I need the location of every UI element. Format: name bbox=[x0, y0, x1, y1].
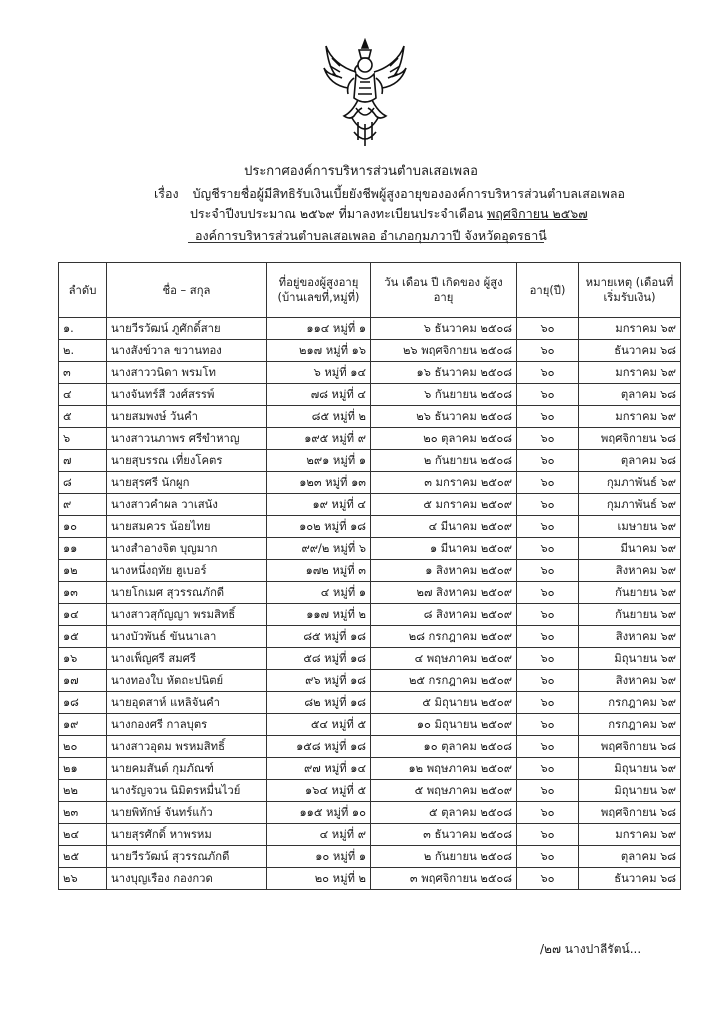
cell-dob: ๓ มกราคม ๒๕๐๙ bbox=[371, 472, 517, 494]
cell-no: ๒๕ bbox=[59, 846, 107, 868]
cell-age: ๖๐ bbox=[517, 560, 579, 582]
cell-note: กุมภาพันธ์ ๖๙ bbox=[579, 494, 681, 516]
cell-name: นางหนึ่งฤทัย ฮูเบอร์ bbox=[107, 560, 267, 582]
cell-note: มกราคม ๖๙ bbox=[579, 362, 681, 384]
cell-address: ๑๐ หมู่ที่ ๑ bbox=[267, 846, 371, 868]
cell-no: ๓ bbox=[59, 362, 107, 384]
cell-dob: ๓ พฤศจิกายน ๒๕๐๘ bbox=[371, 868, 517, 890]
cell-age: ๖๐ bbox=[517, 868, 579, 890]
cell-dob: ๕ ตุลาคม ๒๕๐๘ bbox=[371, 802, 517, 824]
cell-no: ๘ bbox=[59, 472, 107, 494]
subject-label: เรื่อง bbox=[154, 186, 179, 201]
header-divider bbox=[188, 242, 544, 243]
cell-age: ๖๐ bbox=[517, 692, 579, 714]
cell-age: ๖๐ bbox=[517, 340, 579, 362]
table-row bbox=[59, 538, 681, 560]
cell-name: นายสมพงษ์ วันคำ bbox=[107, 406, 267, 428]
table-row bbox=[59, 494, 681, 516]
cell-name: นายสมควร น้อยไทย bbox=[107, 516, 267, 538]
cell-address: ๙๗ หมู่ที่ ๑๔ bbox=[267, 758, 371, 780]
cell-dob: ๑๖ ธันวาคม ๒๕๐๘ bbox=[371, 362, 517, 384]
cell-note: สิงหาคม ๖๙ bbox=[579, 560, 681, 582]
table-row bbox=[59, 362, 681, 384]
cell-no: ๑๘ bbox=[59, 692, 107, 714]
cell-address: ๙๖ หมู่ที่ ๑๘ bbox=[267, 670, 371, 692]
cell-no: ๑๑ bbox=[59, 538, 107, 560]
cell-address: ๑๙๕ หมู่ที่ ๙ bbox=[267, 428, 371, 450]
table-row bbox=[59, 582, 681, 604]
cell-name: นางสาวนภาพร ศรีขำหาญ bbox=[107, 428, 267, 450]
table-row bbox=[59, 824, 681, 846]
cell-name: นายพิทักษ์ จันทร์แก้ว bbox=[107, 802, 267, 824]
organization-line: องค์การบริหารส่วนตำบลเสอเพลอ อำเภอกุมภวาปี จังหวัดอุดรธานี bbox=[195, 228, 547, 243]
table-row bbox=[59, 802, 681, 824]
cell-note: ธันวาคม ๖๘ bbox=[579, 340, 681, 362]
cell-address: ๖ หมู่ที่ ๑๔ bbox=[267, 362, 371, 384]
cell-address: ๔ หมู่ที่ ๙ bbox=[267, 824, 371, 846]
col-header-dob: วัน เดือน ปี เกิดของ ผู้สูงอายุ bbox=[371, 263, 517, 318]
cell-age: ๖๐ bbox=[517, 494, 579, 516]
cell-no: ๑. bbox=[59, 318, 107, 340]
cell-note: พฤศจิกายน ๖๘ bbox=[579, 428, 681, 450]
cell-name: นางเพ็ญศรี สมศรี bbox=[107, 648, 267, 670]
cell-note: ตุลาคม ๖๘ bbox=[579, 384, 681, 406]
table-row bbox=[59, 560, 681, 582]
table-row bbox=[59, 428, 681, 450]
cell-age: ๖๐ bbox=[517, 780, 579, 802]
cell-name: นางสาววนิดา พรมโท bbox=[107, 362, 267, 384]
cell-note: พฤศจิกายน ๖๘ bbox=[579, 736, 681, 758]
table-row bbox=[59, 670, 681, 692]
cell-name: นางรัญจวน นิมิตรหมื่นไวย์ bbox=[107, 780, 267, 802]
col-header-address: ที่อยู่ของผู้สูงอายุ (บ้านเลขที่,หมู่ที่) bbox=[267, 263, 371, 318]
cell-age: ๖๐ bbox=[517, 604, 579, 626]
cell-no: ๒๐ bbox=[59, 736, 107, 758]
cell-note: กันยายน ๖๙ bbox=[579, 604, 681, 626]
cell-dob: ๔ มีนาคม ๒๕๐๙ bbox=[371, 516, 517, 538]
cell-address: ๘๕ หมู่ที่ ๒ bbox=[267, 406, 371, 428]
table-row bbox=[59, 714, 681, 736]
cell-dob: ๒๕ กรกฎาคม ๒๕๐๙ bbox=[371, 670, 517, 692]
cell-dob: ๖ ธันวาคม ๒๕๐๘ bbox=[371, 318, 517, 340]
cell-address: ๔ หมู่ที่ ๑ bbox=[267, 582, 371, 604]
cell-address: ๑๕๘ หมู่ที่ ๑๘ bbox=[267, 736, 371, 758]
cell-dob: ๑ มีนาคม ๒๕๐๙ bbox=[371, 538, 517, 560]
cell-address: ๑๐๒ หมู่ที่ ๑๘ bbox=[267, 516, 371, 538]
cell-name: นางสาวคำผล วาเสนัง bbox=[107, 494, 267, 516]
cell-dob: ๑ สิงหาคม ๒๕๐๙ bbox=[371, 560, 517, 582]
cell-name: นายสุรศรี นักผูก bbox=[107, 472, 267, 494]
cell-note: มีนาคม ๖๙ bbox=[579, 538, 681, 560]
col-header-age: อายุ(ปี) bbox=[517, 263, 579, 318]
cell-name: นางบุญเรือง กองกวด bbox=[107, 868, 267, 890]
cell-no: ๒๖ bbox=[59, 868, 107, 890]
cell-age: ๖๐ bbox=[517, 670, 579, 692]
cell-note: กันยายน ๖๙ bbox=[579, 582, 681, 604]
cell-dob: ๖ กันยายน ๒๕๐๘ bbox=[371, 384, 517, 406]
cell-address: ๑๖๔ หมู่ที่ ๕ bbox=[267, 780, 371, 802]
cell-no: ๒๔ bbox=[59, 824, 107, 846]
cell-name: นางทองใบ หัตถะปนิตย์ bbox=[107, 670, 267, 692]
cell-name: นางสำอางจิต บุญมาก bbox=[107, 538, 267, 560]
cell-note: สิงหาคม ๖๙ bbox=[579, 670, 681, 692]
cell-age: ๖๐ bbox=[517, 450, 579, 472]
table-row bbox=[59, 516, 681, 538]
cell-no: ๒๒ bbox=[59, 780, 107, 802]
cell-dob: ๕ พฤษภาคม ๒๕๐๙ bbox=[371, 780, 517, 802]
cell-no: ๑๕ bbox=[59, 626, 107, 648]
cell-note: กุมภาพันธ์ ๖๙ bbox=[579, 472, 681, 494]
cell-address: ๙๙/๒ หมู่ที่ ๖ bbox=[267, 538, 371, 560]
cell-no: ๗ bbox=[59, 450, 107, 472]
cell-no: ๑๙ bbox=[59, 714, 107, 736]
cell-age: ๖๐ bbox=[517, 428, 579, 450]
cell-no: ๖ bbox=[59, 428, 107, 450]
table-row bbox=[59, 648, 681, 670]
cell-address: ๑๒๓ หมู่ที่ ๑๓ bbox=[267, 472, 371, 494]
col-header-no: ลำดับ bbox=[59, 263, 107, 318]
cell-note: มิถุนายน ๖๙ bbox=[579, 780, 681, 802]
cell-age: ๖๐ bbox=[517, 846, 579, 868]
cell-no: ๕ bbox=[59, 406, 107, 428]
table-row bbox=[59, 736, 681, 758]
cell-age: ๖๐ bbox=[517, 648, 579, 670]
cell-age: ๖๐ bbox=[517, 626, 579, 648]
cell-no: ๒. bbox=[59, 340, 107, 362]
cell-age: ๖๐ bbox=[517, 714, 579, 736]
cell-address: ๒๙๑ หมู่ที่ ๑ bbox=[267, 450, 371, 472]
fiscal-year-text: ประจำปีงบประมาณ ๒๕๖๙ ที่มาลงทะเบียนประจำเดือน bbox=[190, 206, 484, 221]
table-row bbox=[59, 384, 681, 406]
cell-age: ๖๐ bbox=[517, 318, 579, 340]
cell-name: นายวีรวัฒน์ สุวรรณภักดี bbox=[107, 846, 267, 868]
cell-note: ตุลาคม ๖๘ bbox=[579, 450, 681, 472]
cell-no: ๑๒ bbox=[59, 560, 107, 582]
subject-line bbox=[154, 184, 625, 204]
table-row bbox=[59, 780, 681, 802]
cell-age: ๖๐ bbox=[517, 472, 579, 494]
cell-name: นางสาวอุดม พรหมสิทธิ์ bbox=[107, 736, 267, 758]
cell-note: มกราคม ๖๙ bbox=[579, 318, 681, 340]
table-row bbox=[59, 340, 681, 362]
table-row bbox=[59, 472, 681, 494]
cell-note: กรกฎาคม ๖๙ bbox=[579, 714, 681, 736]
table-row bbox=[59, 758, 681, 780]
cell-address: ๘๒ หมู่ที่ ๑๘ bbox=[267, 692, 371, 714]
table-row bbox=[59, 868, 681, 890]
cell-name: นางสังข์วาล ขวานทอง bbox=[107, 340, 267, 362]
cell-dob: ๕ มกราคม ๒๕๐๙ bbox=[371, 494, 517, 516]
cell-age: ๖๐ bbox=[517, 516, 579, 538]
cell-address: ๒๑๗ หมู่ที่ ๑๖ bbox=[267, 340, 371, 362]
cell-name: นายวีรวัฒน์ ภูศักดิ์สาย bbox=[107, 318, 267, 340]
table-row bbox=[59, 846, 681, 868]
cell-address: ๒๐ หมู่ที่ ๒ bbox=[267, 868, 371, 890]
cell-dob: ๒๖ ธันวาคม ๒๕๐๘ bbox=[371, 406, 517, 428]
cell-note: ตุลาคม ๖๘ bbox=[579, 846, 681, 868]
cell-age: ๖๐ bbox=[517, 736, 579, 758]
cell-dob: ๒ กันยายน ๒๕๐๘ bbox=[371, 846, 517, 868]
cell-age: ๖๐ bbox=[517, 406, 579, 428]
cell-address: ๑๗๒ หมู่ที่ ๓ bbox=[267, 560, 371, 582]
cell-name: นางบัวพันธ์ ขันนาเลา bbox=[107, 626, 267, 648]
page-title: ประกาศองค์การบริหารส่วนตำบลเสอเพลอ bbox=[244, 164, 478, 179]
cell-address: ๕๘ หมู่ที่ ๑๘ bbox=[267, 648, 371, 670]
cell-note: กรกฎาคม ๖๙ bbox=[579, 692, 681, 714]
table-row bbox=[59, 450, 681, 472]
cell-age: ๖๐ bbox=[517, 824, 579, 846]
cell-no: ๙ bbox=[59, 494, 107, 516]
cell-address: ๘๕ หมู่ที่ ๑๘ bbox=[267, 626, 371, 648]
cell-address: ๑๙ หมู่ที่ ๔ bbox=[267, 494, 371, 516]
cell-name: นายคมสันต์ กุมภัณฑ์ bbox=[107, 758, 267, 780]
cell-name: นายอุดสาห์ แหลิจันคำ bbox=[107, 692, 267, 714]
cell-dob: ๒ กันยายน ๒๕๐๘ bbox=[371, 450, 517, 472]
cell-note: สิงหาคม ๖๙ bbox=[579, 626, 681, 648]
cell-address: ๑๑๔ หมู่ที่ ๑ bbox=[267, 318, 371, 340]
cell-age: ๖๐ bbox=[517, 384, 579, 406]
cell-dob: ๒๖ พฤศจิกายน ๒๕๐๘ bbox=[371, 340, 517, 362]
cell-no: ๑๖ bbox=[59, 648, 107, 670]
cell-no: ๑๗ bbox=[59, 670, 107, 692]
cell-dob: ๔ พฤษภาคม ๒๕๐๙ bbox=[371, 648, 517, 670]
cell-dob: ๓ ธันวาคม ๒๕๐๘ bbox=[371, 824, 517, 846]
table-row bbox=[59, 604, 681, 626]
cell-age: ๖๐ bbox=[517, 582, 579, 604]
cell-no: ๑๐ bbox=[59, 516, 107, 538]
cell-dob: ๕ มิถุนายน ๒๕๐๙ bbox=[371, 692, 517, 714]
cell-no: ๒๑ bbox=[59, 758, 107, 780]
cell-age: ๖๐ bbox=[517, 538, 579, 560]
cell-note: มิถุนายน ๖๙ bbox=[579, 648, 681, 670]
cell-no: ๔ bbox=[59, 384, 107, 406]
col-header-name: ชื่อ – สกุล bbox=[107, 263, 267, 318]
fiscal-month: พฤศจิกายน ๒๕๖๗ bbox=[487, 206, 588, 221]
continuation-note: /๒๗ นางปาลีรัตน์... bbox=[540, 942, 642, 956]
table-row bbox=[59, 626, 681, 648]
subject-text: บัญชีรายชื่อผู้มีสิทธิรับเงินเบี้ยยังชีพผู้สูงอายุขององค์การบริหารส่วนตำบลเสอเพลอ bbox=[192, 186, 626, 201]
cell-name: นายสุรศักดิ์ หาพรหม bbox=[107, 824, 267, 846]
cell-note: เมษายน ๖๙ bbox=[579, 516, 681, 538]
cell-note: มกราคม ๖๙ bbox=[579, 406, 681, 428]
cell-age: ๖๐ bbox=[517, 802, 579, 824]
garuda-emblem-icon bbox=[322, 38, 408, 150]
cell-no: ๑๔ bbox=[59, 604, 107, 626]
cell-address: ๗๘ หมู่ที่ ๔ bbox=[267, 384, 371, 406]
cell-note: มกราคม ๖๙ bbox=[579, 824, 681, 846]
cell-name: นางจันทร์สี วงศ์สรรพ์ bbox=[107, 384, 267, 406]
cell-dob: ๒๗ สิงหาคม ๒๕๐๙ bbox=[371, 582, 517, 604]
fiscal-year-line bbox=[190, 204, 588, 224]
cell-address: ๑๑๗ หมู่ที่ ๒ bbox=[267, 604, 371, 626]
col-header-note: หมายเหตุ (เดือนที่เริ่มรับเงิน) bbox=[579, 263, 681, 318]
cell-dob: ๑๒ พฤษภาคม ๒๕๐๙ bbox=[371, 758, 517, 780]
cell-dob: ๑๐ ตุลาคม ๒๕๐๘ bbox=[371, 736, 517, 758]
cell-name: นายสุบรรณ เที่ยงโคตร bbox=[107, 450, 267, 472]
cell-dob: ๒๐ ตุลาคม ๒๕๐๘ bbox=[371, 428, 517, 450]
table-row bbox=[59, 406, 681, 428]
cell-dob: ๒๘ กรกฎาคม ๒๕๐๙ bbox=[371, 626, 517, 648]
recipient-table bbox=[58, 262, 681, 890]
cell-address: ๕๔ หมู่ที่ ๕ bbox=[267, 714, 371, 736]
cell-age: ๖๐ bbox=[517, 758, 579, 780]
cell-address: ๑๑๕ หมู่ที่ ๑๐ bbox=[267, 802, 371, 824]
cell-age: ๖๐ bbox=[517, 362, 579, 384]
cell-note: พฤศจิกายน ๖๘ bbox=[579, 802, 681, 824]
table-header-row bbox=[59, 263, 681, 318]
cell-dob: ๑๐ มิถุนายน ๒๕๐๙ bbox=[371, 714, 517, 736]
cell-note: มิถุนายน ๖๙ bbox=[579, 758, 681, 780]
cell-name: นายโกเมศ สุวรรณภักดี bbox=[107, 582, 267, 604]
cell-no: ๒๓ bbox=[59, 802, 107, 824]
cell-no: ๑๓ bbox=[59, 582, 107, 604]
cell-name: นางสาวสุกัญญา พรมสิทธิ์ bbox=[107, 604, 267, 626]
cell-note: ธันวาคม ๖๘ bbox=[579, 868, 681, 890]
cell-name: นางกองศรี กาลบุตร bbox=[107, 714, 267, 736]
table-row bbox=[59, 318, 681, 340]
cell-dob: ๘ สิงหาคม ๒๕๐๙ bbox=[371, 604, 517, 626]
table-row bbox=[59, 692, 681, 714]
